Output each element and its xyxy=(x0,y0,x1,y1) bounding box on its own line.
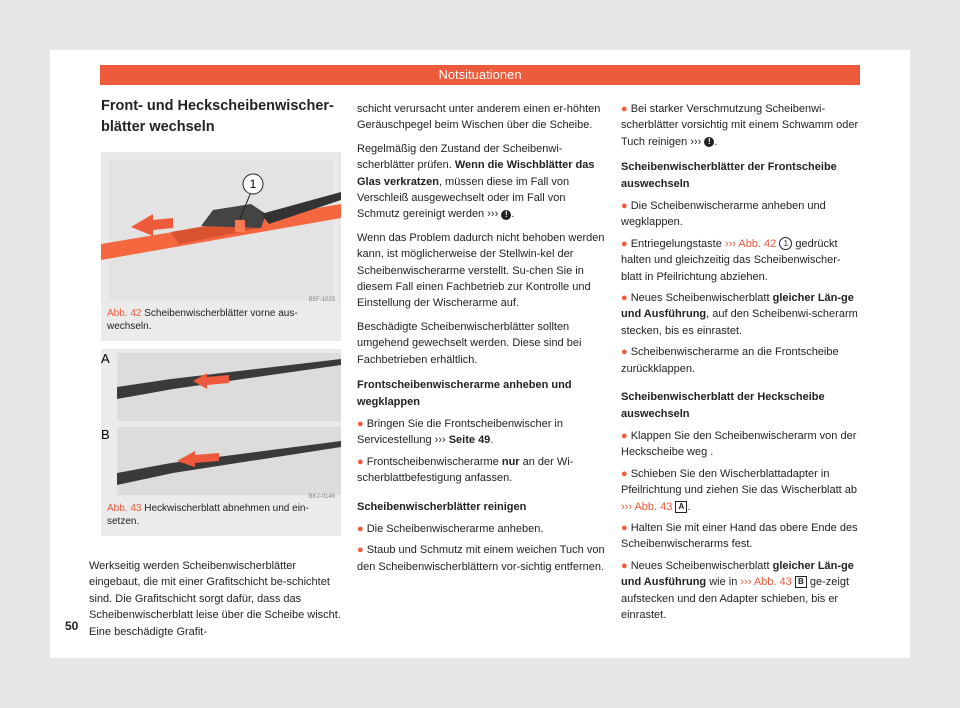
figure-id: BKJ-0146 xyxy=(308,494,335,500)
paragraph: Beschädigte Scheibenwischerblätter sollten umgehend gewechselt werden. Diese sind bei Fachbetrieben erhältlich. xyxy=(357,320,582,366)
list-item xyxy=(621,198,861,231)
warning-icon: ! xyxy=(704,137,714,147)
figure-link[interactable]: ››› Abb. 43 xyxy=(740,576,792,589)
bullet-icon: ● xyxy=(621,346,628,359)
column-2 xyxy=(357,101,607,580)
figure-part-tag: A xyxy=(675,501,687,513)
intro-text: Werkseitig werden Scheibenwischerblätter eingebaut, die mit einer Grafitschicht be-schichtet sind. Die Grafitschicht sorgt dafür, dass das Scheibenwischerblatt leise über die Scheibe wischt. Eine beschädigte Grafit- xyxy=(89,560,341,638)
text: Entriegelungstaste xyxy=(630,237,722,250)
bullet-icon: ● xyxy=(621,521,628,534)
subheading: Scheibenwischerblatt der Heckscheibe auswechseln xyxy=(621,391,825,420)
bullet-icon: ● xyxy=(357,522,364,535)
column-1 xyxy=(89,96,341,640)
ref-arrow: ››› xyxy=(434,434,446,447)
bullet-icon: ● xyxy=(357,455,364,468)
list-item: ● Schieben Sie den Wischerblattadapter in Pfeilrichtung und ziehen Sie das Wischerblatt ab ››› Abb. 43 A . xyxy=(621,467,858,513)
paragraph: Regelmäßig den Zustand der Scheibenwi-scherblätter prüfen. Wenn die Wischblätter das Glas verkratzen, müssen diese im Fall von Verschleiß ausgewechselt oder im Fall von Schmutz gereinigt werden ››› ! . xyxy=(357,142,595,221)
text: Schieben Sie den Wischerblattadapter in Pfeilrichtung und ziehen Sie das Wischerblatt ab xyxy=(621,467,858,497)
bullet-icon: ● xyxy=(621,103,628,115)
subheading: Frontscheibenwischerarme anheben und wegklappen xyxy=(357,379,572,408)
text: Halten Sie mit einer Hand das obere Ende des Scheibenwischerarms fest. xyxy=(621,521,858,551)
subheading: Scheibenwischerblätter der Frontscheibe auswechseln xyxy=(621,161,837,190)
text: Staub und Schmutz mit einem weichen Tuch von den Scheibenwischerblättern vor-sichtig entfernen. xyxy=(357,544,605,573)
text: Neues Scheibenwischerblatt xyxy=(630,292,770,305)
bullet-icon: ● xyxy=(621,559,628,572)
caption-text: Scheibenwischerblätter vorne aus-wechseln. xyxy=(107,308,298,332)
figure-43 xyxy=(101,349,341,499)
page-number: 50 xyxy=(65,619,79,633)
bullet-icon: ● xyxy=(621,237,628,250)
paragraph: Wenn das Problem dadurch nicht behoben werden kann, ist möglicherweise der Stellwin-kel der Scheibenwischerarme verstellt. Su-chen Sie in diesem Fall einen Fachbetrieb zur Kontrolle und Einstellung der Wischerarme auf. xyxy=(357,231,605,310)
text-bold: gleicher Län-ge und Ausführung xyxy=(621,292,854,321)
text: an der Wi-scherblattbefestigung anfassen. xyxy=(357,455,574,485)
wiper-front-illustration xyxy=(101,152,341,304)
list-item: ● Bringen Sie die Frontscheibenwischer in Servicestellung ››› Seite 49. xyxy=(357,417,563,447)
list-item xyxy=(621,344,861,377)
callout-1: 1 xyxy=(249,177,257,191)
figure-part-tag: B xyxy=(795,576,807,588)
ref-arrow: ››› xyxy=(487,208,499,221)
list-item xyxy=(621,290,861,339)
figure-43-caption xyxy=(101,499,341,536)
text: Regelmäßig den Zustand der Scheibenwi-scherblätter prüfen. xyxy=(357,142,563,172)
bullet-icon: ● xyxy=(357,417,364,430)
bullet-icon: ● xyxy=(621,429,628,442)
tag-b: B xyxy=(101,427,110,442)
text: Bringen Sie die Frontscheibenwischer in Servicestellung xyxy=(357,417,563,447)
list-item xyxy=(621,520,861,553)
list-item: ● Bei starker Verschmutzung Scheibenwi-scherblätter vorsichtig mit einem Schwamm oder Tuch reinigen ››› ! . xyxy=(621,103,859,148)
figure-link[interactable]: ››› Abb. 42 xyxy=(724,237,777,250)
bullet-icon: ● xyxy=(357,544,364,557)
text: Bei starker Verschmutzung Scheibenwi-scherblätter vorsichtig mit einem Schwamm oder Tuch reinigen xyxy=(621,103,859,148)
text: Frontscheibenwischerarme xyxy=(366,455,499,468)
list-item xyxy=(621,428,861,461)
text: Klappen Sie den Scheibenwischerarm von der Heckscheibe weg . xyxy=(621,429,857,459)
text: Scheibenwischerarme an die Frontscheibe zurückklappen. xyxy=(621,346,839,375)
figure-label: Abb. 42 xyxy=(107,308,142,319)
bullet-icon: ● xyxy=(621,292,628,305)
text: , auf den Scheibenwi-scherarm stecken, bis es einrastet. xyxy=(621,308,858,337)
column-3 xyxy=(621,101,861,628)
paragraph: schicht verursacht unter anderem einen er-höhten Geräuschpegel beim Wischen über die Scheibe. xyxy=(357,103,601,132)
text: Die Scheibenwischerarme anheben und wegklappen. xyxy=(621,200,826,229)
figure-42 xyxy=(101,152,341,304)
ref-arrow: ››› xyxy=(690,135,702,148)
figure-42-caption xyxy=(101,304,341,341)
text: gedrückt halten und gleichzeitig das Scheibenwischer-blatt in Pfeilrichtung abziehen. xyxy=(621,237,841,283)
list-item xyxy=(357,521,607,537)
bullet-icon: ● xyxy=(621,467,628,480)
subheading: Scheibenwischerblätter reinigen xyxy=(357,500,527,513)
list-item xyxy=(621,236,861,285)
tag-a: A xyxy=(101,351,110,366)
list-item xyxy=(621,558,861,624)
text-bold: Wenn die Wischblätter das Glas verkratzen xyxy=(357,159,595,188)
list-item xyxy=(357,542,607,575)
section-title: Front- und Heckscheibenwischer-blätter wechseln xyxy=(101,98,334,135)
list-item xyxy=(357,454,607,487)
figure-link[interactable]: ››› Abb. 43 xyxy=(621,500,673,513)
section-header: Notsituationen xyxy=(100,65,860,85)
figure-id: B5F-1023 xyxy=(308,297,335,303)
text: , müssen diese im Fall von Verschleiß ausgewechselt oder im Fall von Schmutz gereinigt werden xyxy=(357,175,570,221)
caption-text: Heckwischerblatt abnehmen und ein-setzen. xyxy=(107,503,309,527)
page-link[interactable]: Seite 49 xyxy=(448,434,491,447)
text: Die Scheibenwischerarme anheben. xyxy=(366,522,544,535)
text-bold: gleicher Län-ge und Ausführung xyxy=(621,559,854,589)
figure-label: Abb. 43 xyxy=(107,503,142,514)
text: wie in xyxy=(709,576,738,589)
text-bold: nur xyxy=(501,455,520,468)
text: ge-zeigt aufstecken und den Adapter schieben, bis er einrastet. xyxy=(621,576,850,621)
text: Neues Scheibenwischerblatt xyxy=(630,559,770,572)
warning-icon: ! xyxy=(501,210,511,220)
bullet-icon: ● xyxy=(621,200,628,213)
wiper-rear-illustration xyxy=(101,349,341,499)
callout-number: 1 xyxy=(779,237,792,250)
